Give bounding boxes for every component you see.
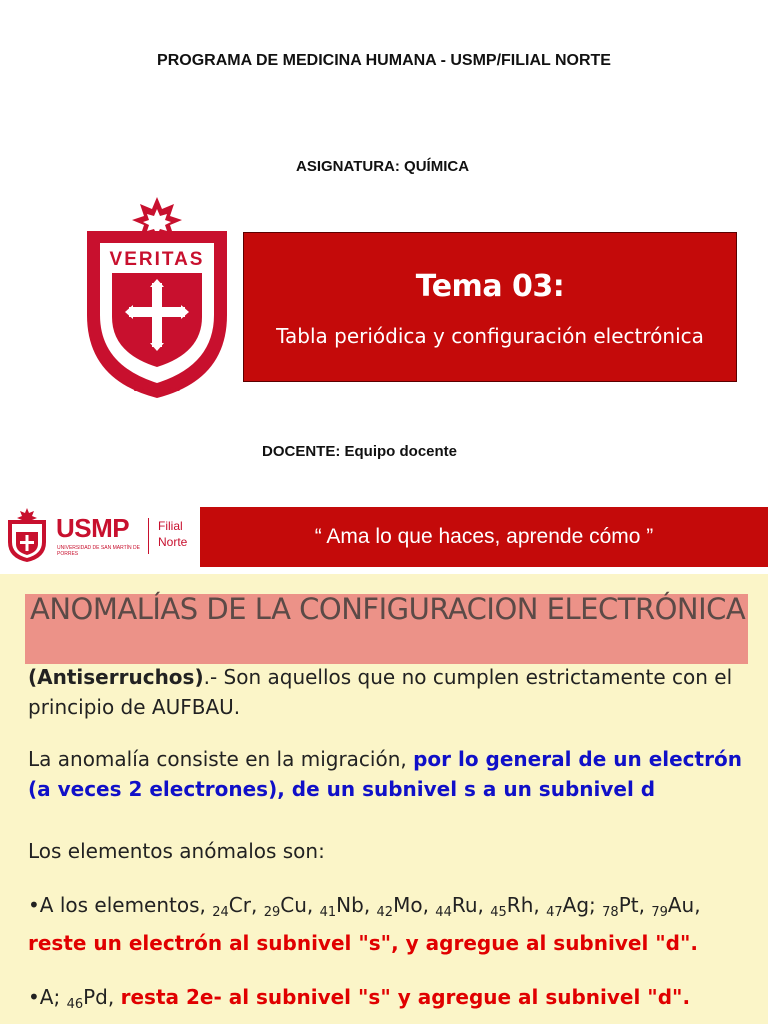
- program-header: PROGRAMA DE MEDICINA HUMANA - USMP/FILIAL NORTE: [157, 52, 611, 69]
- element-nb: $_{41}$Nb: [319, 893, 364, 920]
- element-ru: $_{44}$Ru: [435, 893, 478, 920]
- subject-label: ASIGNATURA: QUÍMICA: [296, 158, 470, 175]
- usmp-logo: [0, 500, 200, 570]
- crest-word-top: VERITAS: [109, 249, 205, 270]
- quote-banner: “ Ama lo que haces, aprende cómo ”: [200, 507, 768, 567]
- usmp-university: UNIVERSIDAD DE SAN MARTÍN DE PORRES: [57, 545, 140, 557]
- element-ag: $_{47}$Ag: [546, 893, 590, 920]
- element-rh: $_{45}$Rh: [490, 893, 534, 920]
- paragraph-definition: (Antiserruchos).- Son aquellos que no cumplen estrictamente con el principio de AUFBAU.: [28, 665, 733, 719]
- paragraph-list-intro: Los elementos anómalos son:: [28, 839, 325, 863]
- university-crest-icon: [82, 195, 232, 400]
- element-au: $_{79}$Au: [651, 893, 695, 920]
- logo-divider: [148, 518, 149, 554]
- bullet-one-electron: •A los elementos, $_{24}$Cr, $_{29}$Cu, $_{41}$Nb, $_{42}$Mo, $_{44}$Ru, $_{45}$Rh, $_{47}$Ag; $_{78}$Pt, $_{79}$Au, reste un electrón al subnivel "s", y agregue al subnivel "d".: [28, 893, 701, 955]
- topic-banner: [243, 232, 737, 382]
- element-mo: $_{42}$Mo: [376, 893, 423, 920]
- crest-word-bottom: LIBERABIT VOS: [133, 387, 181, 393]
- element-list: $_{24}$Cr, $_{29}$Cu, $_{41}$Nb, $_{42}$Mo, $_{44}$Ru, $_{45}$Rh, $_{47}$Ag; $_{78}$Pt, $_{79}$Au,: [212, 893, 701, 920]
- usmp-shield-icon: [6, 508, 48, 562]
- filial-label: Filial Norte: [158, 519, 188, 549]
- slide-title: ANOMALÍAS DE LA CONFIGURACION ELECTRÓNICA: [30, 592, 746, 626]
- element-cu: $_{29}$Cu: [263, 893, 307, 920]
- teacher-label: DOCENTE: Equipo docente: [262, 443, 457, 460]
- topic-title: Tema 03:: [415, 269, 565, 304]
- element-pd: $_{46}$Pd,: [66, 985, 121, 1012]
- bullet-two-electron: •A; $_{46}$Pd, resta 2e- al subnivel "s" y agregue al subnivel "d".: [28, 985, 691, 1012]
- paragraph-anomaly: La anomalía consiste en la migración, por lo general de un electrón (a veces 2 electrones), de un subnivel s a un subnivel d: [28, 747, 742, 801]
- element-cr: $_{24}$Cr: [212, 893, 251, 920]
- slide-content: [0, 574, 768, 1024]
- element-pt: $_{78}$Pt: [602, 893, 639, 920]
- topic-subtitle: Tabla periódica y configuración electrónica: [276, 324, 704, 348]
- usmp-brand: USMP: [56, 513, 130, 543]
